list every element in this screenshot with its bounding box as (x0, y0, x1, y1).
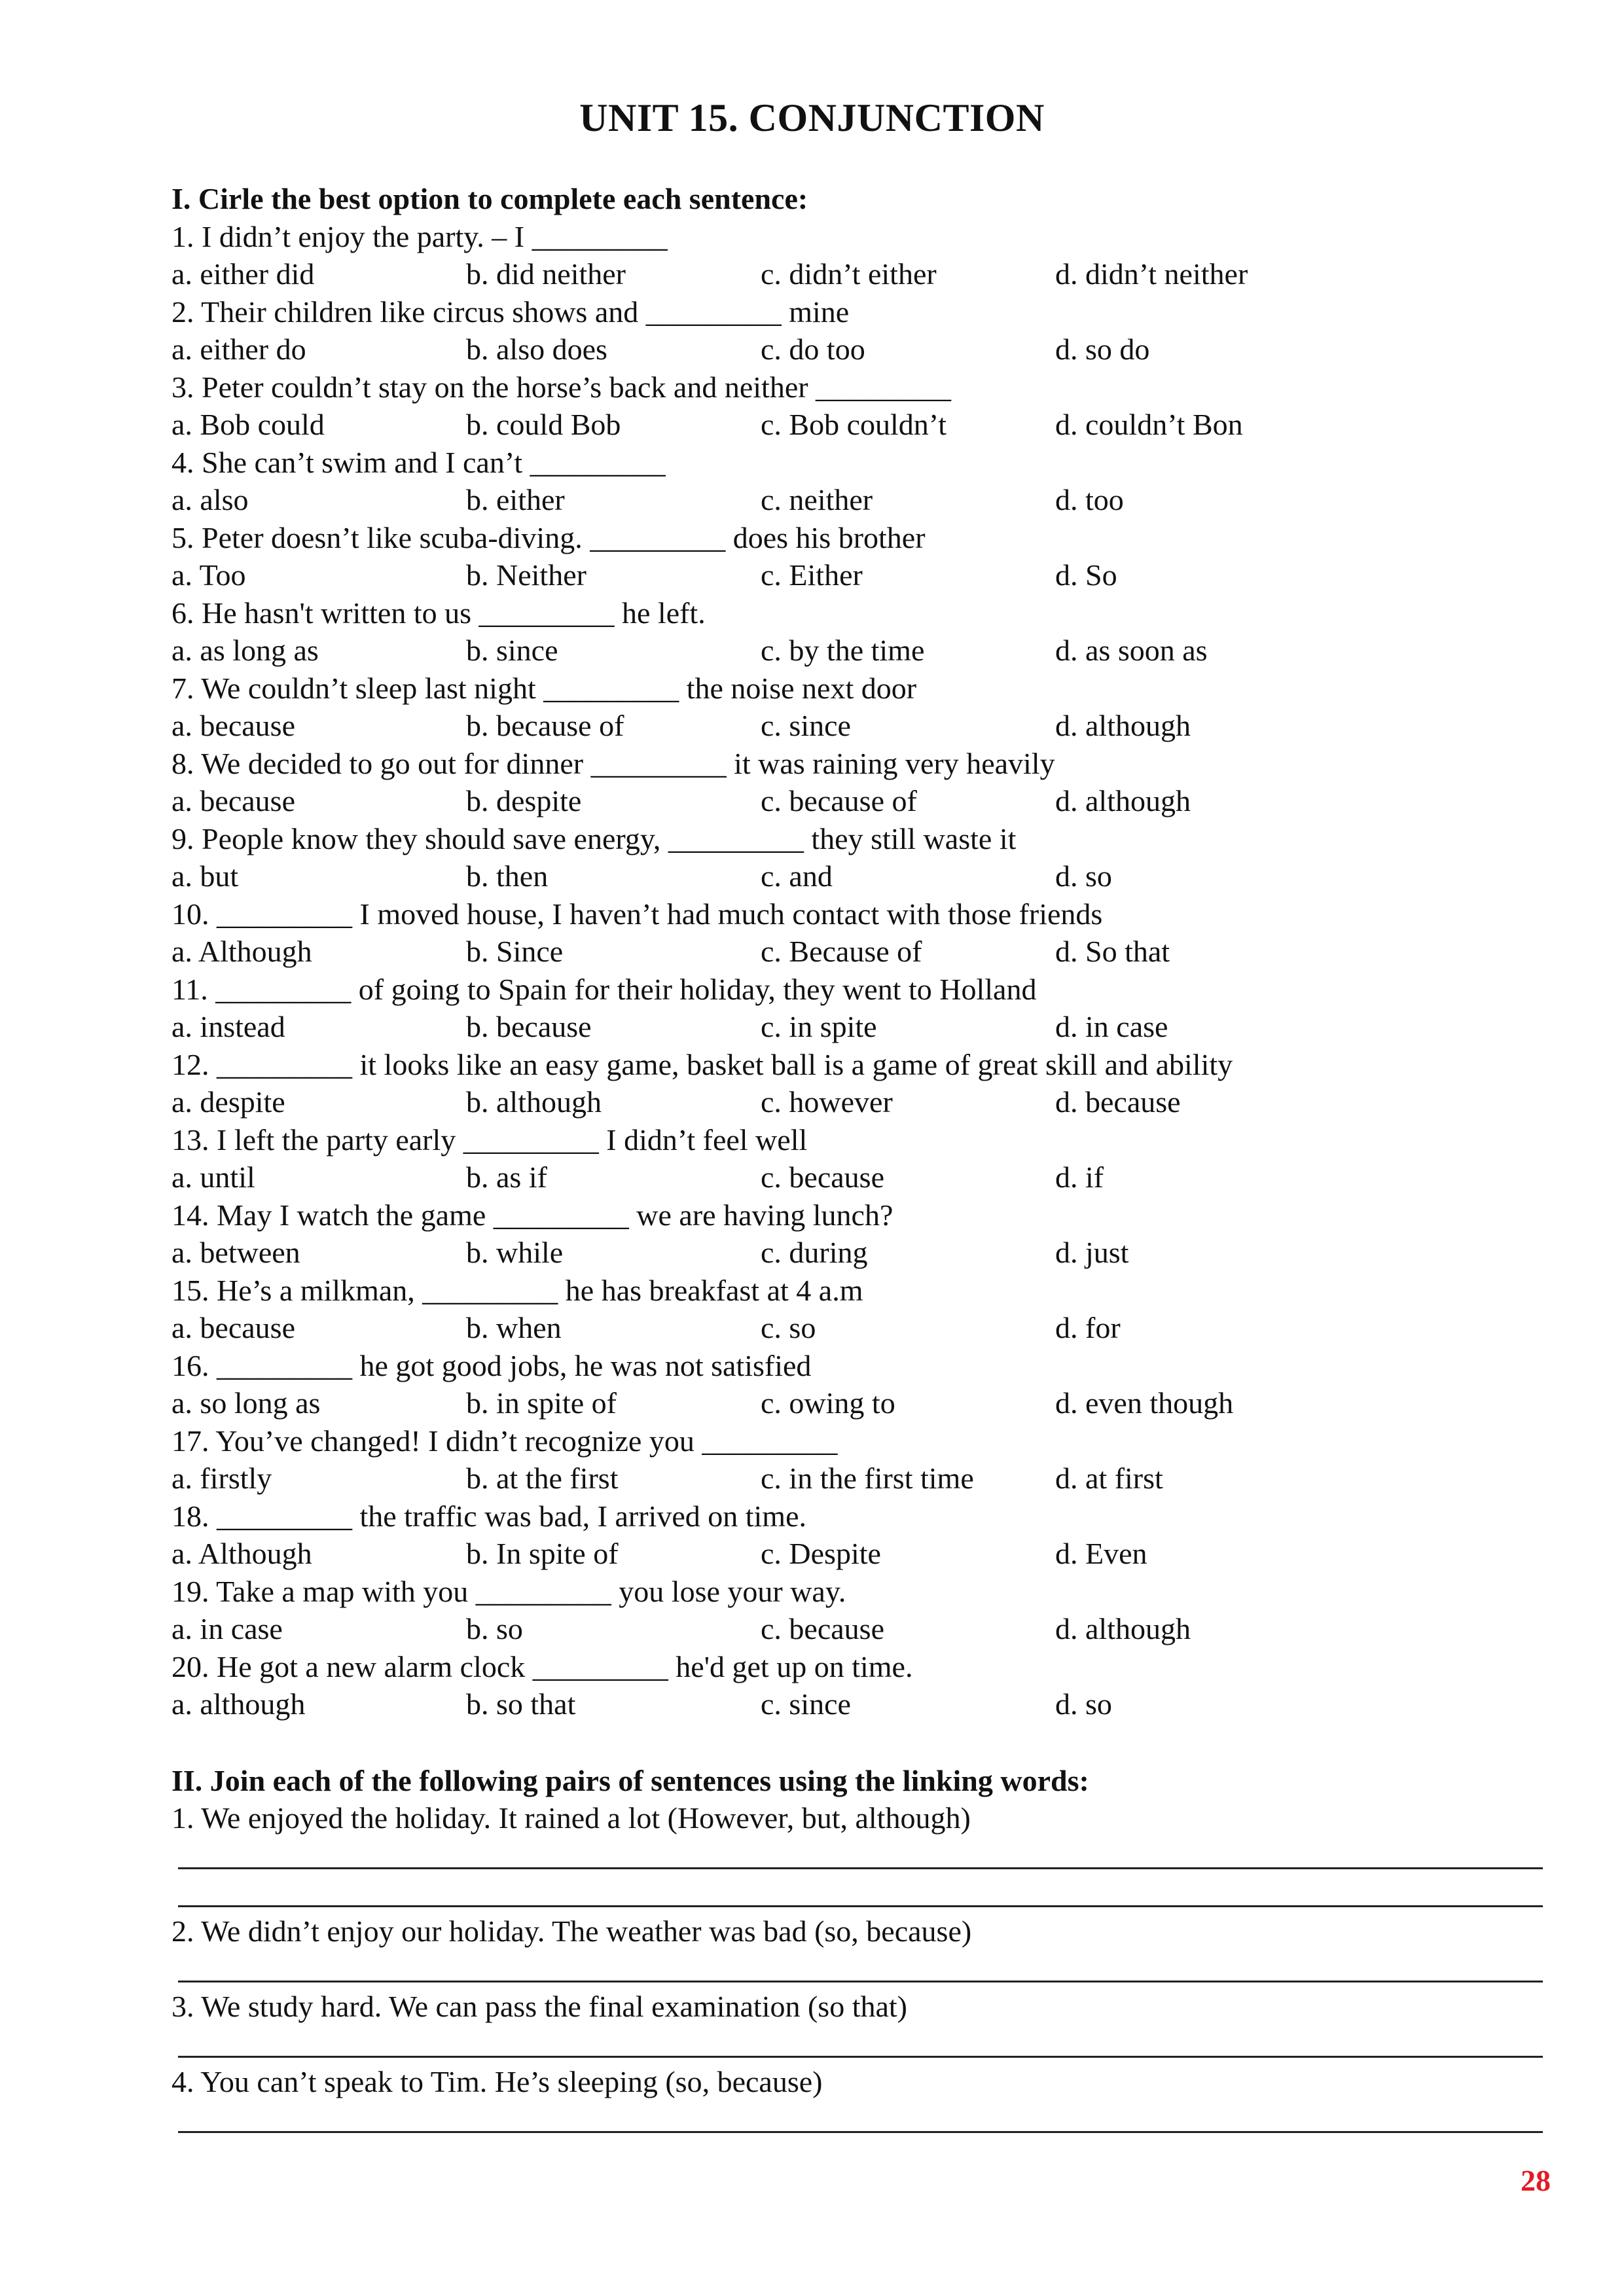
answer-line-rule (178, 1981, 1543, 1982)
question-text: 6. He hasn't written to us _________ he left. (171, 596, 706, 630)
option-a[interactable]: a. Too (171, 558, 246, 592)
option-c[interactable]: c. Because of (761, 935, 922, 968)
question-text: 11. _________ of going to Spain for their holiday, they went to Holland (171, 972, 1037, 1006)
option-d[interactable]: d. so (1055, 1687, 1112, 1721)
option-d[interactable]: d. because (1055, 1085, 1181, 1119)
question-options (171, 1535, 1559, 1573)
option-b[interactable]: b. Neither (466, 558, 586, 592)
option-c[interactable]: c. since (761, 1687, 851, 1721)
answer-line[interactable] (171, 1837, 1559, 1875)
answer-line-rule (178, 2056, 1543, 2058)
unit-title: UNIT 15. CONJUNCTION (579, 96, 1045, 139)
option-c[interactable]: c. and (761, 859, 833, 893)
option-a[interactable]: a. firstly (171, 1462, 272, 1495)
option-a[interactable]: a. as long as (171, 634, 319, 667)
question-options (171, 1685, 1559, 1723)
option-d[interactable]: d. for (1055, 1311, 1121, 1344)
question-options (171, 782, 1559, 820)
option-c[interactable]: c. Despite (761, 1537, 881, 1570)
option-a[interactable]: a. Bob could (171, 408, 325, 441)
option-c[interactable]: c. since (761, 709, 851, 742)
option-a[interactable]: a. either do (171, 332, 306, 366)
option-c[interactable]: c. however (761, 1085, 893, 1119)
question-text: 10. _________ I moved house, I haven’t had much contact with those friends (171, 897, 1103, 931)
option-b[interactable]: b. so (466, 1612, 523, 1645)
option-a[interactable]: a. Although (171, 935, 312, 968)
option-b[interactable]: b. despite (466, 784, 582, 817)
section-1-questions (171, 218, 1559, 1723)
question-options (171, 331, 1559, 368)
option-d[interactable]: d. if (1055, 1160, 1104, 1194)
option-d[interactable]: d. although (1055, 1612, 1191, 1645)
question-options (171, 1008, 1559, 1046)
option-a[interactable]: a. despite (171, 1085, 285, 1119)
page-number: 28 (1521, 2164, 1551, 2197)
option-d[interactable]: d. couldn’t Bon (1055, 408, 1243, 441)
option-b[interactable]: b. then (466, 859, 549, 893)
option-d[interactable]: d. at first (1055, 1462, 1163, 1495)
option-b[interactable]: b. In spite of (466, 1537, 619, 1570)
option-d[interactable]: d. so (1055, 859, 1112, 893)
answer-line-rule (178, 2131, 1543, 2133)
answer-line[interactable] (171, 2100, 1559, 2138)
option-d[interactable]: d. although (1055, 709, 1191, 742)
question-text: 7. We couldn’t sleep last night _________ the noise next door (171, 671, 917, 705)
option-b[interactable]: b. Since (466, 935, 564, 968)
option-a[interactable]: a. but (171, 859, 239, 893)
option-c[interactable]: c. didn’t either (761, 257, 937, 291)
option-c[interactable]: c. because of (761, 784, 917, 817)
option-b[interactable]: b. when (466, 1311, 562, 1344)
option-d[interactable]: d. so do (1055, 332, 1150, 366)
question-text: 1. I didn’t enjoy the party. – I _________ (171, 219, 668, 253)
option-b[interactable]: b. while (466, 1236, 564, 1269)
option-c[interactable]: c. Either (761, 558, 863, 592)
option-c[interactable]: c. by the time (761, 634, 925, 667)
option-a[interactable]: a. Although (171, 1537, 312, 1570)
option-a[interactable]: a. in case (171, 1612, 283, 1645)
option-b[interactable]: b. although (466, 1085, 602, 1119)
option-d[interactable]: d. So (1055, 558, 1117, 592)
question-text: 3. Peter couldn’t stay on the horse’s back and neither _________ (171, 370, 952, 404)
option-b[interactable]: b. in spite of (466, 1386, 617, 1420)
option-a[interactable]: a. although (171, 1687, 306, 1721)
question-options (171, 255, 1559, 293)
option-d[interactable]: d. Even (1055, 1537, 1147, 1570)
question-text: 12. _________ it looks like an easy game, basket ball is a game of great skill and ability (171, 1047, 1233, 1081)
question-options (171, 1158, 1559, 1196)
answer-line-rule (178, 1905, 1543, 1907)
option-b[interactable]: b. at the first (466, 1462, 619, 1495)
option-b[interactable]: b. because of (466, 709, 624, 742)
option-d[interactable]: d. even though (1055, 1386, 1234, 1420)
worksheet-content (171, 180, 1559, 2138)
option-b[interactable]: b. because (466, 1010, 592, 1043)
option-c[interactable]: c. because (761, 1160, 884, 1194)
join-sentence-prompt: 3. We study hard. We can pass the final examination (so that) (171, 1989, 907, 2023)
option-c[interactable]: c. owing to (761, 1386, 895, 1420)
question-text: 19. Take a map with you _________ you lose your way. (171, 1574, 846, 1608)
option-d[interactable]: d. too (1055, 483, 1124, 516)
section-gap (171, 1723, 1559, 1762)
option-a[interactable]: a. so long as (171, 1386, 321, 1420)
option-a[interactable]: a. because (171, 709, 295, 742)
question-text: 5. Peter doesn’t like scuba-diving. _________ does his brother (171, 520, 926, 554)
option-a[interactable]: a. either did (171, 257, 315, 291)
question-text: 14. May I watch the game _________ we are having lunch? (171, 1198, 893, 1232)
option-d[interactable]: d. in case (1055, 1010, 1168, 1043)
option-c[interactable]: c. Bob couldn’t (761, 408, 947, 441)
option-b[interactable]: b. since (466, 634, 558, 667)
option-c[interactable]: c. during (761, 1236, 868, 1269)
option-a[interactable]: a. because (171, 1311, 295, 1344)
option-d[interactable]: d. just (1055, 1236, 1129, 1269)
question-text: 17. You’ve changed! I didn’t recognize you _________ (171, 1424, 838, 1458)
answer-line[interactable] (171, 1950, 1559, 1988)
option-b[interactable]: b. either (466, 483, 565, 516)
option-d[interactable]: d. So that (1055, 935, 1170, 968)
question-text: 9. People know they should save energy, _________ they still waste it (171, 821, 1017, 855)
option-c[interactable]: c. do too (761, 332, 865, 366)
answer-line-rule (178, 1867, 1543, 1869)
question-text: 4. She can’t swim and I can’t _________ (171, 445, 666, 479)
question-options (171, 556, 1559, 594)
question-text: 8. We decided to go out for dinner _________ it was raining very heavily (171, 746, 1055, 780)
option-c[interactable]: c. so (761, 1311, 816, 1344)
question-options (171, 1234, 1559, 1272)
option-d[interactable]: d. as soon as (1055, 634, 1208, 667)
question-options (171, 1083, 1559, 1121)
question-options (171, 857, 1559, 895)
question-text: 20. He got a new alarm clock _________ he'd get up on time. (171, 1649, 913, 1683)
option-c[interactable]: c. neither (761, 483, 873, 516)
question-text: 13. I left the party early _________ I didn’t feel well (171, 1122, 808, 1157)
option-a[interactable]: a. until (171, 1160, 255, 1194)
option-b[interactable]: b. could Bob (466, 408, 621, 441)
option-a[interactable]: a. instead (171, 1010, 285, 1043)
question-text: 18. _________ the traffic was bad, I arrived on time. (171, 1499, 806, 1533)
option-d[interactable]: d. didn’t neither (1055, 257, 1248, 291)
question-options (171, 632, 1559, 670)
option-b[interactable]: b. so that (466, 1687, 576, 1721)
question-options (171, 1610, 1559, 1648)
question-options (171, 1309, 1559, 1347)
option-b[interactable]: b. did neither (466, 257, 626, 291)
question-options (171, 1384, 1559, 1422)
join-sentence-prompt: 4. You can’t speak to Tim. He’s sleeping (so, because) (171, 2064, 823, 2098)
question-options (171, 481, 1559, 519)
option-c[interactable]: c. because (761, 1612, 884, 1645)
option-c[interactable]: c. in spite (761, 1010, 877, 1043)
option-b[interactable]: b. as if (466, 1160, 547, 1194)
question-options (171, 933, 1559, 971)
question-text: 15. He’s a milkman, _________ he has breakfast at 4 a.m (171, 1273, 863, 1307)
question-text: 16. _________ he got good jobs, he was not satisfied (171, 1348, 812, 1382)
section-1-heading: I. Cirle the best option to complete each sentence: (171, 182, 808, 215)
question-options (171, 406, 1559, 444)
option-d[interactable]: d. although (1055, 784, 1191, 817)
option-a[interactable]: a. also (171, 483, 249, 516)
answer-line[interactable] (171, 2025, 1559, 2063)
option-a[interactable]: a. between (171, 1236, 300, 1269)
option-b[interactable]: b. also does (466, 332, 607, 366)
join-sentence-prompt: 1. We enjoyed the holiday. It rained a lot (However, but, although) (171, 1801, 971, 1835)
option-c[interactable]: c. in the first time (761, 1462, 974, 1495)
section-2-items (171, 1799, 1559, 2138)
question-options (171, 1460, 1559, 1498)
section-2-heading: II. Join each of the following pairs of sentences using the linking words: (171, 1763, 1089, 1797)
answer-line[interactable] (171, 1874, 1559, 1912)
join-sentence-prompt: 2. We didn’t enjoy our holiday. The weather was bad (so, because) (171, 1914, 972, 1948)
question-text: 2. Their children like circus shows and _________ mine (171, 295, 850, 329)
question-options (171, 707, 1559, 745)
option-a[interactable]: a. because (171, 784, 295, 817)
